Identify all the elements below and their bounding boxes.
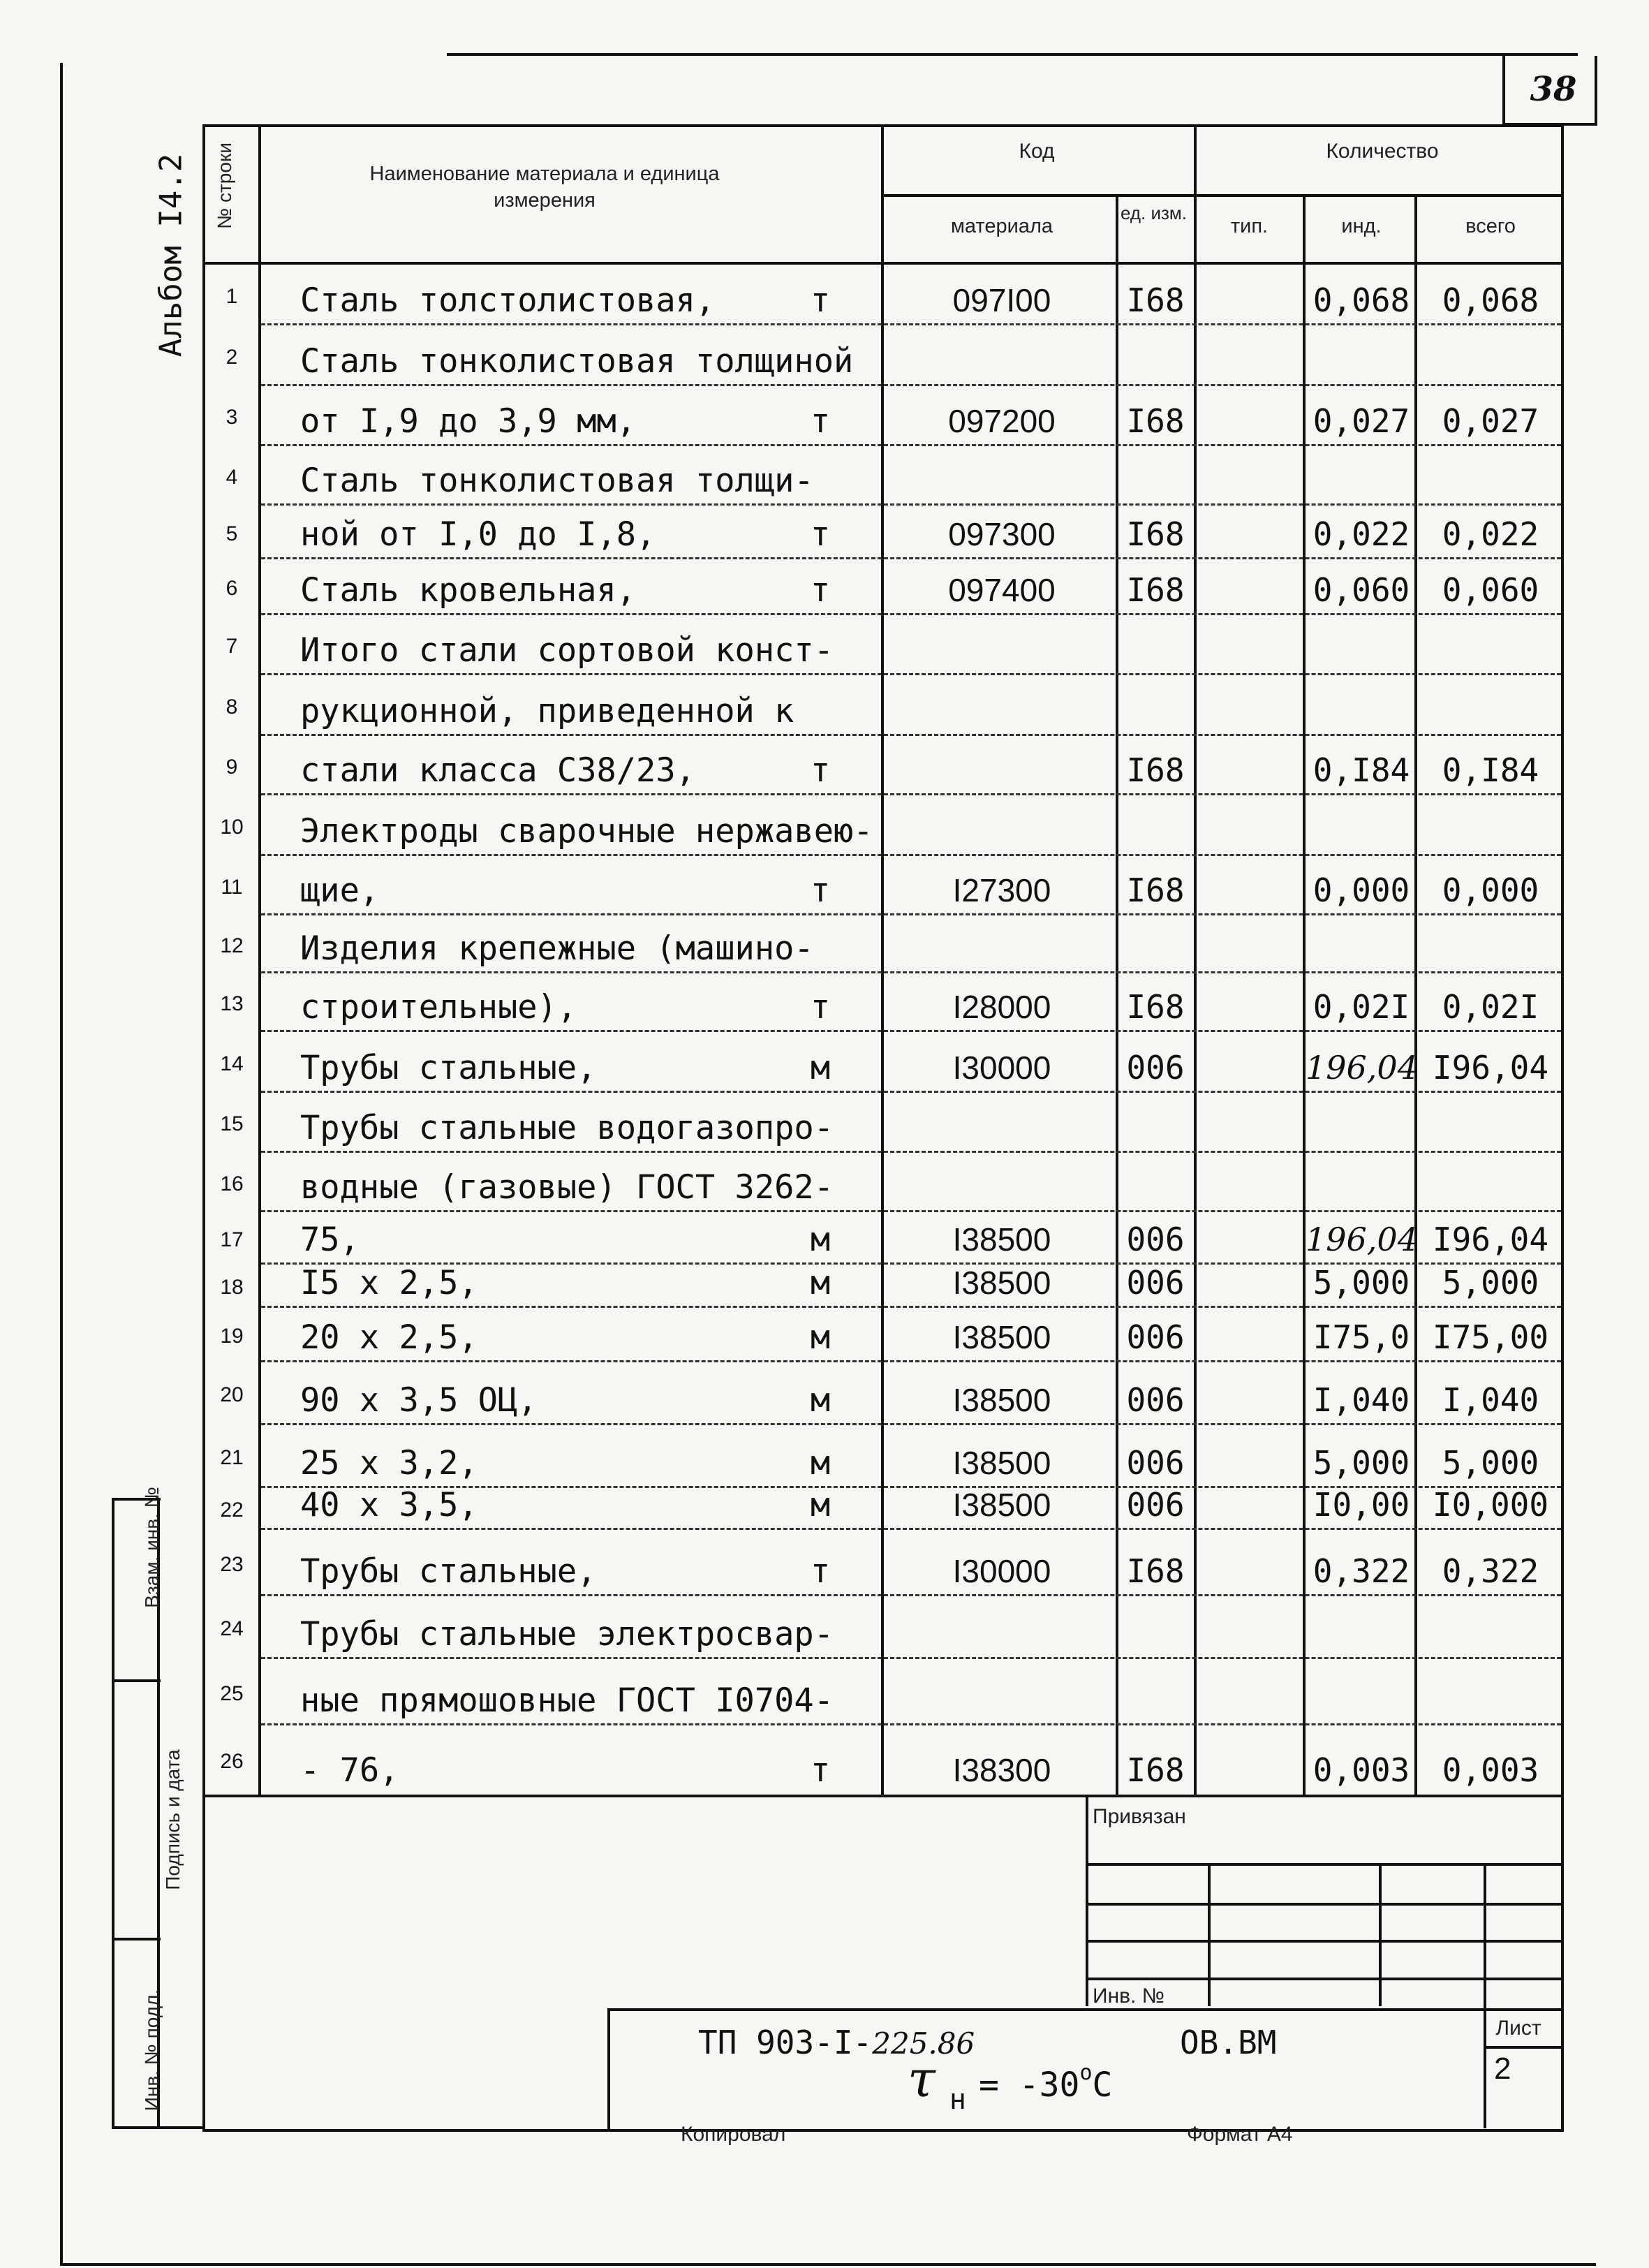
row-name: строительные), (300, 988, 577, 1026)
row-total: I96,04 (1432, 1049, 1549, 1087)
row-code: 097I00 (952, 282, 1051, 318)
stamp-privyazan: Привязан (1093, 1805, 1186, 1828)
row-separator (261, 1091, 1561, 1093)
row-total: I75,00 (1432, 1318, 1549, 1356)
row-unit: т (810, 571, 831, 610)
row-separator (261, 1030, 1561, 1032)
row-number: 13 (220, 992, 244, 1015)
outer-border-bottom (60, 2263, 1596, 2266)
album-label: Альбом I4.2 (153, 153, 189, 358)
col-rowno-right (258, 124, 261, 1797)
row-name: ной от I,0 до I,8, (300, 515, 656, 554)
row-ind: 0,02I (1312, 988, 1410, 1026)
outer-border-top (447, 53, 1578, 56)
stamp-row-2 (1086, 1903, 1564, 1906)
row-ed: I68 (1126, 871, 1185, 909)
row-separator (261, 1423, 1561, 1425)
row-name: 25 x 3,2, (300, 1444, 478, 1482)
row-name: Изделия крепежные (машино- (300, 929, 814, 968)
stamp-row-4 (1086, 1978, 1564, 1980)
row-number: 9 (225, 755, 238, 779)
row-ed: I68 (1126, 988, 1185, 1026)
row-code: I38500 (952, 1382, 1051, 1418)
row-total: 0,02I (1442, 988, 1539, 1026)
row-unit: м (810, 1221, 831, 1259)
row-number: 6 (225, 577, 238, 600)
side-stamp-vzam: Взам. инв. № (141, 1487, 163, 1608)
row-ind: I75,0 (1312, 1318, 1410, 1356)
row-ind: 0,068 (1312, 281, 1410, 319)
row-separator (261, 913, 1561, 915)
row-code: I38500 (952, 1221, 1051, 1258)
row-total: 0,068 (1442, 281, 1539, 319)
row-code: I30000 (952, 1553, 1051, 1589)
row-total: I96,04 (1432, 1221, 1549, 1258)
row-ed: I68 (1126, 1552, 1185, 1590)
footer-format: Формат А4 (1187, 2123, 1293, 2146)
stamp-row-3 (1086, 1940, 1564, 1943)
row-number: 21 (220, 1446, 244, 1469)
row-unit: т (810, 871, 831, 910)
row-name: Электроды сварочные нержавею- (300, 812, 873, 850)
row-name: щие, (300, 871, 380, 910)
row-code: I38500 (952, 1487, 1051, 1523)
stamp-col-2 (1379, 1863, 1382, 2006)
row-ind: 0,000 (1312, 871, 1410, 909)
side-stamp-podpis: Подпись и дата (162, 1749, 184, 1890)
header-row-no: № строки (214, 142, 235, 229)
table-bottom (202, 2129, 1564, 2132)
row-name: Сталь кровельная, (300, 571, 637, 610)
stamp-list-label: Лист (1495, 2017, 1541, 2040)
stamp-row-1 (1086, 1863, 1564, 1866)
row-unit: т (810, 1751, 831, 1790)
row-ind: 0,027 (1312, 402, 1410, 440)
row-unit: м (810, 1486, 831, 1524)
row-number: 23 (220, 1552, 244, 1576)
row-name: Трубы стальные, (300, 1552, 597, 1591)
row-separator (261, 734, 1561, 736)
row-name: 40 x 3,5, (300, 1486, 478, 1524)
temp-value: = -30 (978, 2066, 1080, 2105)
header-qty-type: тип. (1230, 215, 1269, 237)
row-ed: I68 (1126, 1751, 1185, 1789)
doc-code-left: ТП 903-I- (698, 2024, 873, 2061)
row-name: ные прямошовные ГОСТ I0704- (300, 1681, 834, 1720)
side-stamp-right (112, 1498, 114, 2126)
row-total: 0,003 (1442, 1751, 1539, 1789)
row-unit: м (810, 1444, 831, 1482)
row-code: I38500 (952, 1319, 1051, 1355)
row-unit: м (810, 1049, 831, 1087)
row-total: I,040 (1442, 1381, 1539, 1419)
row-code: 097200 (948, 403, 1056, 439)
side-stamp-div-1 (112, 1679, 161, 1682)
row-number: 11 (221, 875, 243, 899)
row-total: 0,I84 (1442, 751, 1539, 789)
row-number: 14 (220, 1052, 244, 1075)
row-name: Итого стали сортовой конст- (300, 631, 834, 670)
corner-box-right (1595, 56, 1597, 126)
row-number: 1 (225, 284, 238, 308)
row-code: I27300 (952, 872, 1051, 908)
row-total: 0,027 (1442, 402, 1539, 440)
row-separator (261, 503, 1561, 506)
row-total: I0,000 (1432, 1486, 1549, 1524)
row-total: 0,022 (1442, 515, 1539, 553)
side-stamp-div-2 (112, 1938, 161, 1941)
header-qty-total: всего (1465, 215, 1516, 237)
row-separator (261, 1657, 1561, 1659)
row-code: 097400 (948, 572, 1056, 608)
row-number: 12 (220, 934, 244, 957)
row-ind: I0,00 (1312, 1486, 1410, 1524)
doc-code-hand: 225.86 (872, 2026, 975, 2061)
row-ind: 0,003 (1312, 1751, 1410, 1789)
row-unit: т (810, 515, 831, 554)
row-ed: I68 (1126, 402, 1185, 440)
row-name: Трубы стальные, (300, 1049, 597, 1087)
row-code: I38500 (952, 1445, 1051, 1481)
stamp-list-value: 2 (1494, 2052, 1511, 2086)
corner-box-left (1502, 56, 1505, 126)
row-separator (261, 1360, 1561, 1362)
row-ed: I68 (1126, 571, 1185, 609)
row-ed: 006 (1126, 1221, 1185, 1258)
row-separator (261, 1723, 1561, 1725)
row-name: стали класса С38/23, (300, 751, 695, 790)
temp-deg: о (1079, 2061, 1093, 2085)
row-unit: т (810, 402, 831, 441)
sheet-corner-number: 38 (1530, 70, 1577, 109)
row-code: I30000 (952, 1050, 1051, 1086)
row-code: 097300 (948, 516, 1056, 552)
row-number: 16 (220, 1172, 244, 1195)
row-ed: I68 (1126, 751, 1185, 789)
row-total: 5,000 (1442, 1264, 1539, 1302)
row-unit: м (810, 1318, 831, 1357)
stamp-title-top (607, 2008, 1564, 2011)
row-separator (261, 793, 1561, 795)
row-name: I5 x 2,5, (300, 1264, 478, 1302)
row-unit: т (810, 1552, 831, 1591)
row-name: - 76, (300, 1751, 399, 1790)
row-ind: I,040 (1312, 1381, 1410, 1419)
row-ind: 5,000 (1312, 1444, 1410, 1482)
header-mid-line (881, 194, 1562, 197)
row-ed: I68 (1126, 281, 1185, 319)
stamp-inv-no: Инв. № (1093, 1984, 1164, 2008)
header-code-material: материала (950, 215, 1053, 237)
doc-code-right: ОВ.ВМ (1180, 2024, 1277, 2061)
col-name-right (881, 124, 884, 1797)
row-code: I28000 (952, 989, 1051, 1025)
row-separator (261, 444, 1561, 446)
header-quantity: Количество (1326, 140, 1439, 163)
row-total: 0,060 (1442, 571, 1539, 609)
table-body-bottom (202, 1795, 1564, 1797)
row-number: 8 (225, 695, 238, 719)
row-separator (261, 323, 1561, 325)
row-separator (261, 1594, 1561, 1596)
row-name: 20 x 2,5, (300, 1318, 478, 1357)
footer-kopiroval: Копировал (681, 2123, 786, 2146)
row-name: водные (газовые) ГОСТ 3262- (300, 1168, 834, 1207)
row-number: 25 (220, 1681, 244, 1705)
row-ind: 5,000 (1312, 1264, 1410, 1302)
row-number: 4 (225, 465, 238, 489)
row-separator (261, 971, 1561, 973)
row-name: Сталь толстолистовая, (300, 281, 716, 320)
row-number: 7 (225, 635, 238, 658)
row-separator (261, 384, 1561, 386)
row-ed: 006 (1126, 1049, 1185, 1087)
row-total: 5,000 (1442, 1444, 1539, 1482)
row-total: 0,000 (1442, 871, 1539, 909)
outer-border-left (60, 63, 63, 2266)
row-separator (261, 1528, 1561, 1530)
row-separator (261, 673, 1561, 675)
row-name: от I,9 до 3,9 мм, (300, 402, 637, 441)
row-separator (261, 1306, 1561, 1308)
row-separator (261, 1151, 1561, 1153)
col-ed-right (1194, 124, 1197, 1797)
row-name: Трубы стальные электросвар- (300, 1615, 834, 1654)
row-ed: 006 (1126, 1264, 1185, 1302)
stamp-left (1086, 1797, 1088, 2006)
row-ind: 196,04 (1306, 1049, 1418, 1087)
row-ed: 006 (1126, 1381, 1185, 1419)
row-unit: т (810, 988, 831, 1026)
row-ind: 0,060 (1312, 571, 1410, 609)
row-unit: м (810, 1264, 831, 1302)
row-number: 26 (220, 1750, 244, 1773)
row-number: 20 (220, 1383, 244, 1406)
stamp-list-split (1484, 2046, 1564, 2049)
row-code: I38500 (952, 1265, 1051, 1301)
row-name: Трубы стальные водогазопро- (300, 1109, 834, 1147)
row-total: 0,322 (1442, 1552, 1539, 1590)
row-ind: 0,I84 (1312, 751, 1410, 789)
row-ind: 0,022 (1312, 515, 1410, 553)
row-name: рукционной, приведенной к (300, 692, 794, 730)
row-ed: 006 (1126, 1486, 1185, 1524)
header-qty-ind: инд. (1341, 215, 1382, 237)
temp-unit: С (1092, 2066, 1113, 2105)
row-number: 17 (220, 1228, 244, 1251)
row-name: 90 x 3,5 ОЦ, (300, 1381, 538, 1420)
row-code: I38300 (952, 1752, 1051, 1788)
row-ind: 196,04 (1306, 1221, 1418, 1258)
row-unit: м (810, 1381, 831, 1420)
row-number: 18 (220, 1276, 244, 1299)
row-name: Сталь тонколистовая толщи- (300, 462, 814, 500)
row-number: 15 (220, 1112, 244, 1135)
row-unit: т (810, 751, 831, 790)
row-separator (261, 557, 1561, 559)
row-unit: т (810, 281, 831, 320)
row-number: 22 (220, 1498, 244, 1522)
row-number: 10 (220, 815, 244, 839)
row-ind: 0,322 (1312, 1552, 1410, 1590)
row-number: 5 (225, 522, 238, 545)
stamp-col-1 (1208, 1863, 1211, 2006)
header-name: Наименование материала и единица измерения (369, 163, 720, 212)
row-name: Сталь тонколистовая толщиной (300, 342, 854, 381)
header-bottom-line (202, 262, 1564, 265)
header-code-unit: ед. изм. (1120, 202, 1188, 223)
row-separator (261, 613, 1561, 615)
row-number: 3 (225, 406, 238, 429)
temp-tau: τ (908, 2049, 936, 2108)
stamp-col-3 (1484, 1863, 1486, 2128)
row-separator (261, 1210, 1561, 1212)
side-stamp-inv-podl: Инв. № подл. (141, 1989, 163, 2112)
row-separator (261, 854, 1561, 856)
header-code: Код (1019, 140, 1055, 163)
row-number: 24 (220, 1617, 244, 1640)
row-name: 75, (300, 1221, 360, 1259)
row-ed: 006 (1126, 1318, 1185, 1356)
row-ed: I68 (1126, 515, 1185, 553)
stamp-title-left (607, 2008, 610, 2130)
row-number: 2 (225, 345, 238, 369)
row-number: 19 (220, 1325, 244, 1348)
temp-sub: н (949, 2084, 966, 2116)
temperature-formula (908, 2049, 1113, 2116)
row-ed: 006 (1126, 1444, 1185, 1482)
